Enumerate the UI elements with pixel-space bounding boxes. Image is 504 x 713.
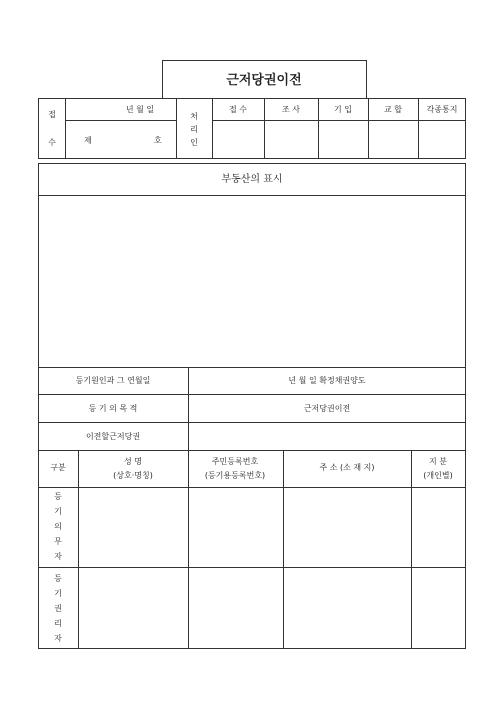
processor-label-3: 인 <box>190 138 198 147</box>
processor-col-review: 조 사 <box>282 105 300 114</box>
obligee-char-3: 권 <box>54 604 62 613</box>
property-section-heading: 부동산의 표시 <box>221 174 283 185</box>
registration-purpose-label: 등 기 의 목 적 <box>88 404 138 413</box>
header-share-line2: (개인별) <box>423 471 453 480</box>
header-id-line2: (등기용등록번호) <box>204 471 266 480</box>
cause-date-value[interactable]: 년 월 일 확정채권양도 <box>288 376 366 385</box>
processor-col-notice: 각종통지 <box>426 105 458 114</box>
stamp-cell-notice[interactable] <box>419 121 464 157</box>
obligee-char-2: 기 <box>54 589 62 598</box>
obligee-id-cell[interactable] <box>189 568 282 647</box>
processor-col-verify: 교 합 <box>384 105 402 114</box>
stamp-cell-entry[interactable] <box>319 121 367 157</box>
processor-label-1: 처 <box>190 112 198 121</box>
header-address: 주 소 (소 재 지) <box>319 463 375 472</box>
header-share-line1: 지 분 <box>429 457 447 466</box>
obligee-char-4: 리 <box>54 619 62 628</box>
cause-date-label: 등기원인과 그 연월일 <box>75 376 151 385</box>
obligor-char-4: 무 <box>54 537 62 546</box>
receipt-label-su: 수 <box>48 138 56 147</box>
processor-col-entry: 기 입 <box>334 105 352 114</box>
property-description-area[interactable] <box>39 196 465 366</box>
header-name-line2: (상호·명칭) <box>113 471 153 480</box>
header-category: 구분 <box>50 463 66 472</box>
receipt-label-jeop: 접 <box>48 110 56 119</box>
transfer-mortgage-label: 이전할근저당권 <box>85 432 141 441</box>
obligee-address-cell[interactable] <box>284 568 410 647</box>
obligor-name-cell[interactable] <box>79 488 187 566</box>
obligee-char-1: 등 <box>54 574 62 583</box>
header-name-line1: 성 명 <box>124 457 142 466</box>
receipt-number-je: 제 <box>84 136 92 145</box>
stamp-cell-verify[interactable] <box>369 121 417 157</box>
obligor-char-2: 기 <box>54 507 62 516</box>
obligor-share-cell[interactable] <box>412 488 464 566</box>
obligee-share-cell[interactable] <box>412 568 464 647</box>
obligee-char-5: 자 <box>54 634 62 643</box>
obligor-char-5: 자 <box>54 552 62 561</box>
registration-purpose-value[interactable]: 근저당권이전 <box>303 404 351 413</box>
obligor-address-cell[interactable] <box>284 488 410 566</box>
obligor-char-1: 등 <box>54 492 62 501</box>
receipt-number-ho: 호 <box>154 136 162 145</box>
obligor-char-3: 의 <box>54 522 62 531</box>
processor-col-receipt: 접 수 <box>229 105 247 114</box>
document-title: 근저당권이전 <box>226 73 302 88</box>
processor-label-2: 리 <box>190 125 198 134</box>
obligee-name-cell[interactable] <box>79 568 187 647</box>
receipt-date-field[interactable]: 년 월 일 <box>125 105 155 114</box>
obligor-id-cell[interactable] <box>189 488 282 566</box>
header-id-line1: 주민등록번호 <box>211 457 259 466</box>
stamp-cell-receipt[interactable] <box>213 121 263 157</box>
stamp-cell-review[interactable] <box>265 121 317 157</box>
